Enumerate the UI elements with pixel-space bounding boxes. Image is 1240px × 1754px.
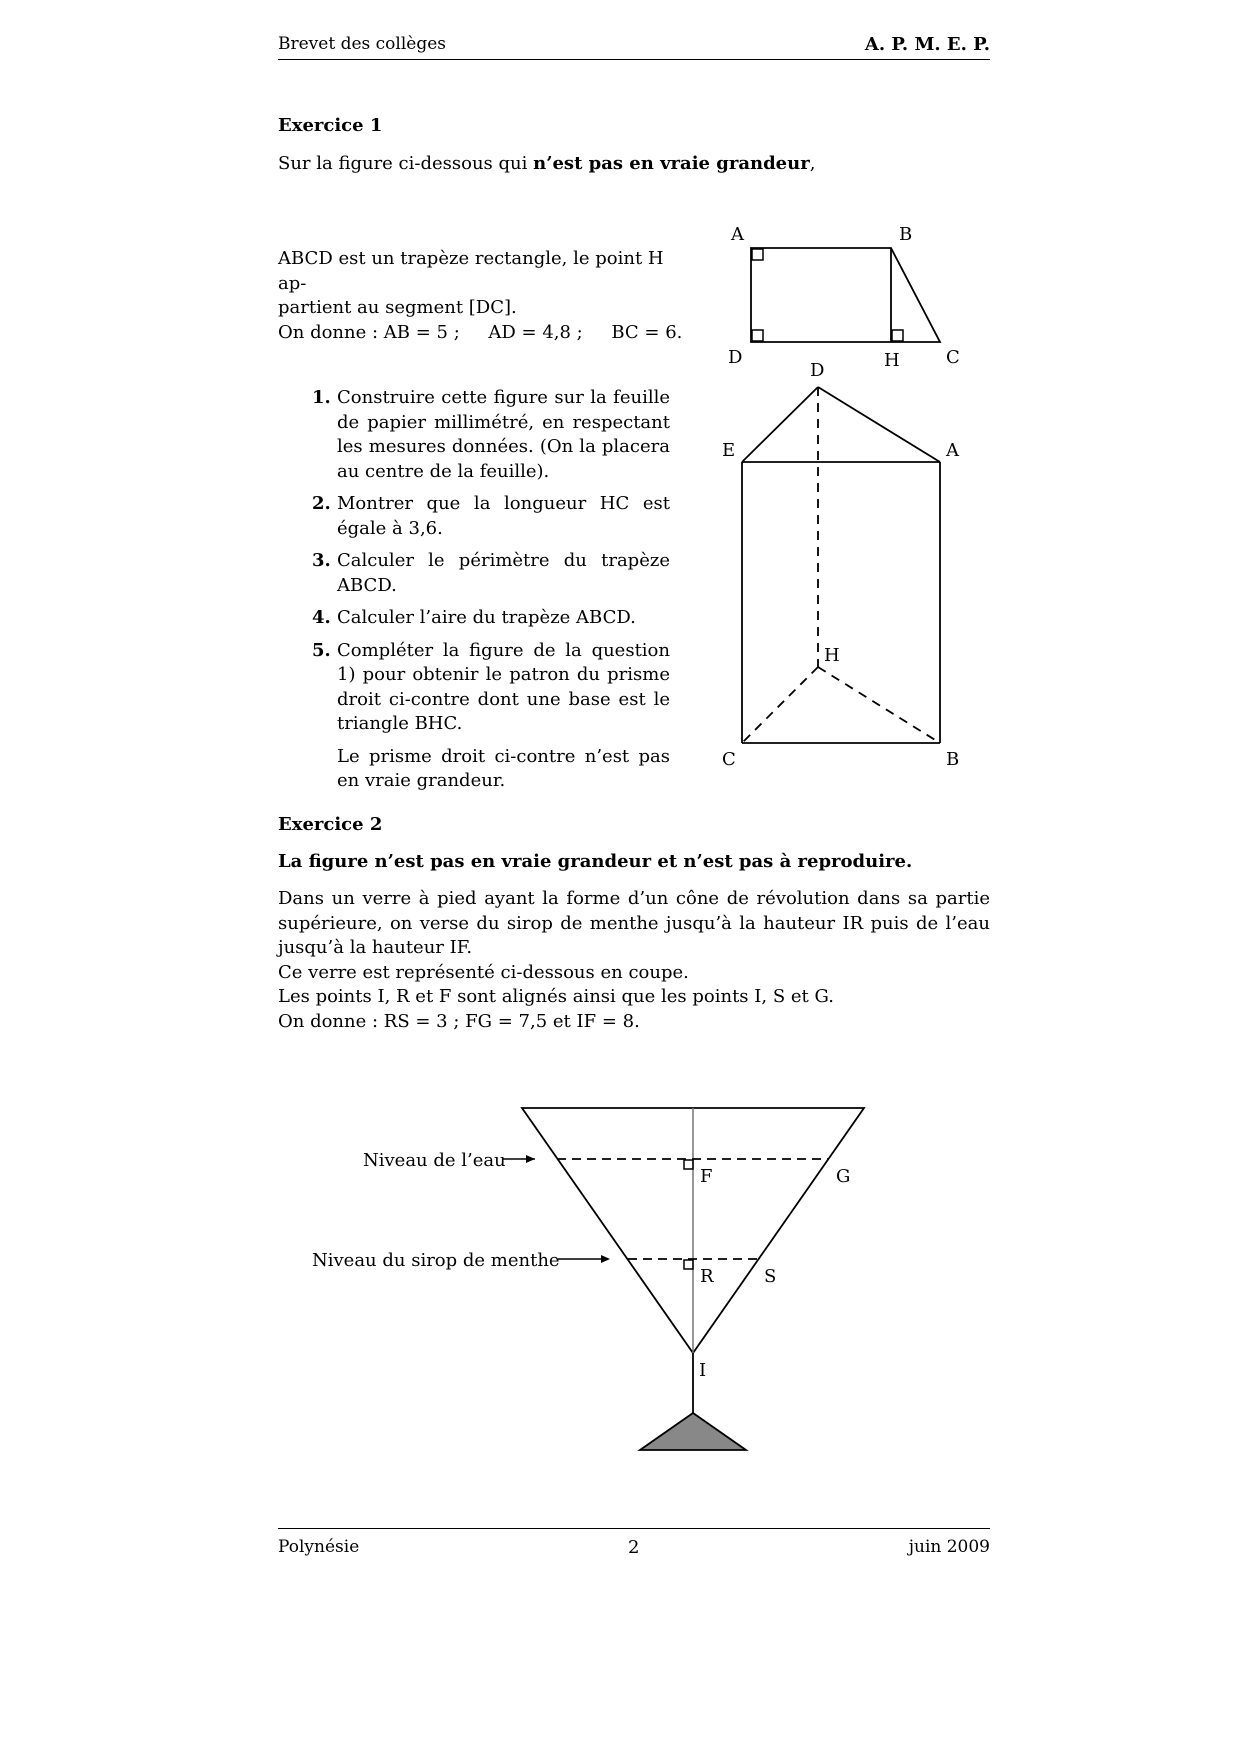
prism-label-c: C bbox=[722, 749, 736, 770]
syrup-arrowhead bbox=[601, 1255, 610, 1263]
ex2-paragraph: Dans un verre à pied ayant la forme d’un cône de révolution dans sa partie supérieure, on verse du sirop de menthe jusqu’à la hauteur IR puis de l’eau jusqu’à la hauteur IF. bbox=[278, 888, 990, 958]
right-angle-a bbox=[752, 249, 763, 260]
glass-base bbox=[640, 1413, 746, 1450]
label-s: S bbox=[764, 1266, 777, 1287]
label-i: I bbox=[699, 1360, 707, 1381]
prism-label-a: A bbox=[946, 440, 959, 461]
question-3: 3. Calculer le périmètre du trapèze ABCD. bbox=[312, 550, 670, 596]
header-left: Brevet des collèges bbox=[278, 34, 447, 54]
ex2-line3: Les points I, R et F sont alignés ainsi que les points I, S et G. bbox=[278, 986, 834, 1007]
label-b: B bbox=[899, 224, 913, 245]
syrup-level-label: Niveau du sirop de menthe bbox=[312, 1250, 560, 1271]
water-level-label: Niveau de l’eau bbox=[363, 1150, 506, 1171]
footer-left: Polynésie bbox=[278, 1537, 360, 1557]
water-arrowhead bbox=[526, 1155, 535, 1163]
trapezoid-abcd bbox=[751, 248, 940, 342]
header-right: A. P. M. E. P. bbox=[864, 34, 990, 55]
label-h: H bbox=[884, 350, 900, 371]
question-5: 5. Compléter la figure de la question 1) pour obtenir le patron du prisme droit ci-contre dont une base est le triangle BHC. Le prisme droit ci-contre n’est pas en vraie grandeur. bbox=[312, 639, 670, 791]
question-2: 2. Montrer que la longueur HC est égale à 3,6. bbox=[312, 493, 670, 539]
prism-edge-da bbox=[818, 387, 940, 462]
trapezoid-figure bbox=[0, 0, 1240, 800]
label-c: C bbox=[946, 347, 960, 368]
prism-label-e: E bbox=[722, 440, 736, 461]
prism-label-h: H bbox=[824, 645, 840, 666]
question-4: 4. Calculer l’aire du trapèze ABCD. bbox=[312, 607, 636, 628]
label-g: G bbox=[836, 1166, 851, 1187]
prism-label-b: B bbox=[946, 749, 960, 770]
right-angle-d bbox=[752, 330, 763, 341]
ex1-intro: Sur la figure ci-dessous qui n’est pas en vraie grandeur, bbox=[278, 153, 816, 174]
ex2-line2: Ce verre est représenté ci-dessous en coupe. bbox=[278, 962, 689, 983]
footer-rule bbox=[278, 1528, 990, 1529]
label-f: F bbox=[700, 1166, 713, 1187]
question-1: 1. Construire cette figure sur la feuille de papier millimétré, en respectant les mesures données. (On la placera au centre de la feuille). bbox=[312, 387, 670, 482]
right-angle-r bbox=[684, 1260, 693, 1269]
footer-right: juin 2009 bbox=[908, 1537, 990, 1557]
prism-hidden-hc bbox=[742, 667, 818, 743]
ex2-title: Exercice 2 bbox=[278, 814, 383, 835]
ex2-line4: On donne : RS = 3 ; FG = 7,5 et IF = 8. bbox=[278, 1011, 640, 1032]
ex2-warning: La figure n’est pas en vraie grandeur et n’est pas à reproduire. bbox=[278, 851, 913, 872]
ex1-description: ABCD est un trapèze rectangle, le point H ap- partient au segment [DC]. On donne : AB = 5 ; AD = 4,8 ; BC = 6. bbox=[278, 248, 683, 343]
right-angle-f bbox=[684, 1160, 693, 1169]
ex1-title: Exercice 1 bbox=[278, 115, 383, 136]
prism-hidden-hb bbox=[818, 667, 940, 743]
prism-edge-ed bbox=[742, 387, 818, 462]
page-number: 2 bbox=[628, 1537, 640, 1558]
label-r: R bbox=[700, 1266, 714, 1287]
prism-label-d: D bbox=[810, 360, 825, 381]
label-d: D bbox=[728, 347, 743, 368]
glass-figure bbox=[0, 1080, 1240, 1480]
right-angle-h bbox=[892, 330, 903, 341]
label-a: A bbox=[731, 224, 744, 245]
